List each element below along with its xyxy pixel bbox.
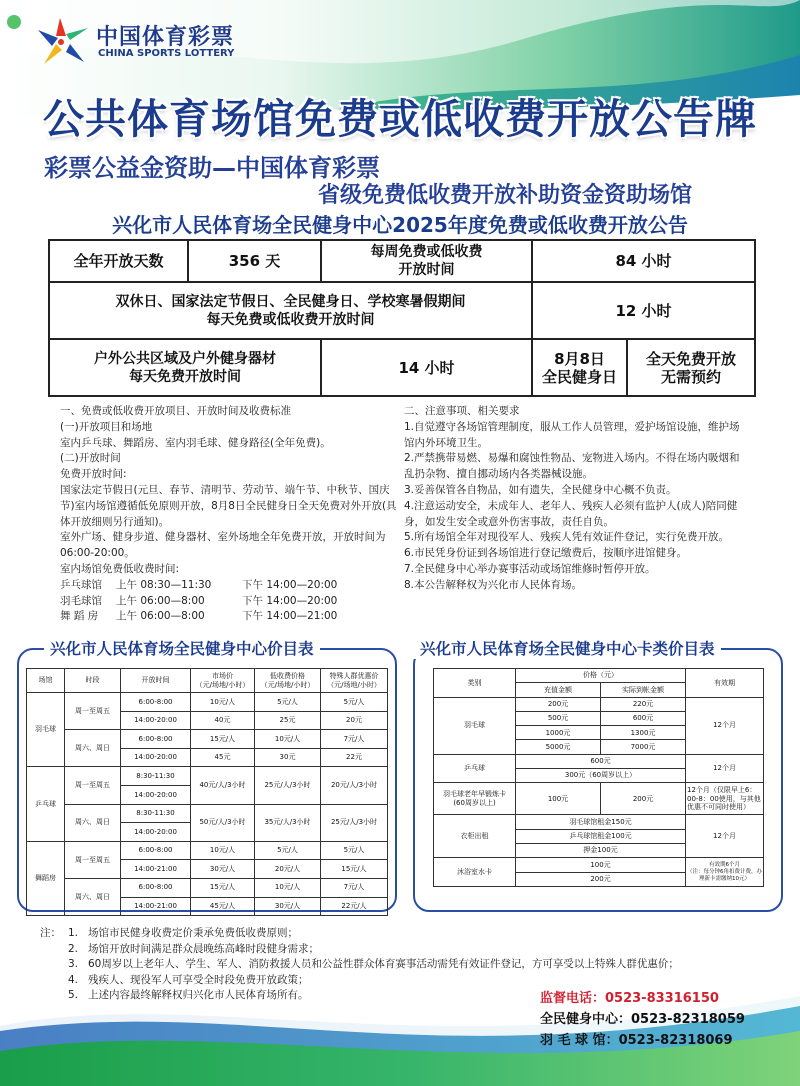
rules-paragraph: 2.严禁携带易燃、易爆和腐蚀性物品、宠物进入场内。不得在场内吸烟和乱扔杂物、擅自挪动场内各类器械设施。 bbox=[404, 452, 740, 481]
table-row: 500元 600元 bbox=[434, 711, 764, 725]
table-header-row bbox=[27, 669, 388, 693]
column-header: 特殊人群优惠价 （元/场地/小时） bbox=[321, 669, 388, 693]
period-cell: 周一至周五 bbox=[65, 767, 121, 804]
table-row: 1000元 1300元 bbox=[434, 726, 764, 740]
card-type-cell: 沐浴室水卡 bbox=[434, 858, 516, 887]
venue-price-table bbox=[26, 668, 388, 916]
rules-paragraph: 5.所有场馆全年对现役军人、残疾人凭有效证件登记，实行免费开放。 bbox=[404, 531, 730, 544]
column-header: 场馆 bbox=[27, 669, 65, 693]
table-row: 羽毛球 200元 220元 12个月 bbox=[434, 697, 764, 711]
notice-title: 兴化市人民体育场全民健身中心2025年度免费或低收费开放公告 bbox=[112, 213, 688, 237]
table-row: 乒乓球馆租金100元 bbox=[434, 829, 764, 843]
column-header: 充值金额 bbox=[516, 683, 601, 697]
table-row: 14:00-21:00 30元/人 20元/人 15元/人 bbox=[27, 860, 388, 879]
table-row: 300元（60周岁以上） bbox=[434, 769, 764, 783]
rules-paragraph: 二、注意事项、相关要求 bbox=[404, 405, 520, 417]
venue-cell: 舞蹈房 bbox=[27, 841, 65, 915]
column-header: 价格（元） bbox=[516, 669, 686, 683]
rules-paragraph: 7.全民健身中心举办赛事活动或场馆维修时暂停开放。 bbox=[404, 562, 656, 575]
fitness-center-phone: 全民健身中心：0523-82318059 bbox=[540, 1012, 745, 1027]
rules-paragraph: 8.本公告解释权为兴化市人民体育场。 bbox=[404, 578, 583, 591]
table-row: 羽毛球老年早锻炼卡 (60周岁以上) 100元 200元 12个月（仅限早上6：00-8：00使用，与其他优惠不可同时使用） bbox=[434, 783, 764, 815]
logo-english-text: CHINA SPORTS LOTTERY bbox=[98, 48, 235, 59]
rules-paragraph: 1.自觉遵守各场馆管理制度，服从工作人员管理，爱护场馆设施，维护场馆内外环境卫生。 bbox=[404, 420, 740, 449]
table-row: 14:00-20:00 45元 30元 22元 bbox=[27, 748, 388, 767]
outdoor-hours-value: 14 小时 bbox=[321, 339, 532, 396]
rules-paragraph: 免费开放时间: bbox=[60, 468, 127, 481]
weekly-hours-label: 每周免费或低收费 开放时间 bbox=[321, 240, 532, 282]
venue-time-row: 羽毛球馆 上午 06:00—8:00 下午 14:00—20:00 bbox=[60, 594, 338, 607]
card-price-table bbox=[433, 668, 764, 887]
page-title: 公共体育场馆免费或低收费开放公告牌 bbox=[43, 95, 757, 143]
rules-paragraph: (二)开放时间 bbox=[60, 452, 121, 465]
rules-paragraph: 一、免费或低收费开放项目、开放时间及收费标准 bbox=[60, 405, 291, 417]
table-row: 14:00-20:00 bbox=[27, 785, 388, 804]
table-header-row bbox=[434, 669, 764, 683]
fitness-day-label: 8月8日 全民健身日 bbox=[532, 339, 627, 396]
card-type-cell: 羽毛球老年早锻炼卡 (60周岁以上) bbox=[434, 783, 516, 815]
annual-days-value: 356 天 bbox=[188, 240, 321, 282]
table-row: 押金100元 bbox=[434, 843, 764, 857]
column-header: 有效期 bbox=[686, 669, 764, 698]
rules-paragraph: 室内乒乓球、舞蹈房、室内羽毛球、健身路径(全年免费)。 bbox=[60, 436, 331, 449]
annual-days-label: 全年开放天数 bbox=[49, 240, 188, 282]
venue-cell: 羽毛球 bbox=[27, 693, 65, 767]
card-type-cell: 衣柜出租 bbox=[434, 815, 516, 858]
holiday-hours-value: 12 小时 bbox=[532, 282, 755, 339]
note-item: 3. 60周岁以上老年人、学生、军人、消防救援人员和公益性群众体育赛事活动需凭有效证件登记，方可享受以上特殊人群优惠价； bbox=[68, 958, 679, 971]
table-row: 14:00-20:00 bbox=[27, 823, 388, 842]
outdoor-hours-label: 户外公共区域及户外健身器材 每天免费开放时间 bbox=[49, 339, 321, 396]
venue-cell: 乒乓球 bbox=[27, 767, 65, 841]
table-row: 14:00-20:00 40元 25元 20元 bbox=[27, 711, 388, 730]
column-header: 类别 bbox=[434, 669, 516, 698]
table-row: 5000元 7000元 bbox=[434, 740, 764, 754]
column-header: 市场价 （元/场地/小时） bbox=[191, 669, 255, 693]
venue-time-row: 舞 蹈 房 上午 06:00—8:00 下午 14:00—21:00 bbox=[60, 610, 338, 623]
table-row: 周六、周日 8:30-11:30 50元/人/3小时 35元/人/3小时 25元/人/3小时 bbox=[27, 804, 388, 823]
venue-time-row: 乒乓球馆 上午 08:30—11:30 下午 14:00—20:00 bbox=[60, 578, 338, 591]
note-item: 4. 残疾人、现役军人可享受全时段免费开放政策； bbox=[68, 973, 309, 986]
rules-paragraph: 室内场馆免费低收费时间: bbox=[60, 562, 180, 575]
table-row: 周六、周日 6:00-8:00 15元/人 10元/人 7元/人 bbox=[27, 878, 388, 897]
table-row: 周六、周日 6:00-8:00 15元/人 10元/人 7元/人 bbox=[27, 730, 388, 749]
rules-paragraph: 6.市民凭身份证到各场馆进行登记缴费后，按顺序进馆健身。 bbox=[404, 547, 688, 560]
notes-label: 注： bbox=[40, 927, 61, 939]
note-item: 5. 上述内容最终解释权归兴化市人民体育场所有。 bbox=[68, 989, 309, 1002]
rules-paragraph: (一)开放项目和场地 bbox=[60, 420, 153, 433]
column-header: 开放时间 bbox=[121, 669, 191, 693]
table-row: 14:00-21:00 45元/人 30元/人 22元/人 bbox=[27, 897, 388, 916]
note-item: 2. 场馆开放时间满足群众晨晚练高峰时段健身需求； bbox=[68, 942, 319, 955]
card-price-title: 兴化市人民体育场全民健身中心卡类价目表 bbox=[414, 637, 721, 659]
fitness-day-value: 全天免费开放 无需预约 bbox=[627, 339, 755, 396]
weekly-hours-value: 84 小时 bbox=[532, 240, 755, 282]
venue-price-title: 兴化市人民体育场全民健身中心价目表 bbox=[44, 637, 320, 659]
table-row: 羽毛球 周一至周五 6:00-8:00 10元/人 5元/人 5元/人 bbox=[27, 693, 388, 712]
column-header: 实际到帐金额 bbox=[601, 683, 686, 697]
card-type-cell: 羽毛球 bbox=[434, 697, 516, 754]
subtitle-subsidy: 省级免费低收费开放补助资金资助场馆 bbox=[318, 183, 693, 208]
opening-summary-table bbox=[48, 239, 756, 397]
lottery-logo bbox=[30, 14, 270, 70]
table-row: 乒乓球 周一至周五 8:30-11:30 40元/人/3小时 25元/人/3小时 20元/人/3小时 bbox=[27, 767, 388, 786]
table-row: 沐浴室水卡 100元 有效期6个月 （注：每分钟6角扣费计费，办理新卡需缴纳10元） bbox=[434, 858, 764, 872]
table-row: 舞蹈房 周一至周五 6:00-8:00 10元/人 5元/人 5元/人 bbox=[27, 841, 388, 860]
column-header: 时段 bbox=[65, 669, 121, 693]
table-row: 衣柜出租 羽毛球馆租金150元 12个月 bbox=[434, 815, 764, 829]
rules-paragraph: 3.妥善保管各自物品，如有遗失，全民健身中心概不负责。 bbox=[404, 483, 677, 496]
rules-paragraph: 室外广场、健身步道、健身器材、室外场地全年免费开放，开放时间为06:00-20:00。 bbox=[60, 531, 386, 560]
note-item: 注： 1. 场馆市民健身收费定价秉承免费低收费原则； bbox=[40, 926, 760, 942]
period-cell: 周一至周五 bbox=[65, 693, 121, 730]
supervision-hotline: 监督电话：0523-83316150 bbox=[540, 991, 719, 1006]
rules-right-column bbox=[404, 404, 744, 594]
logo-chinese-text: 中国体育彩票 bbox=[96, 25, 235, 50]
period-cell: 周六、周日 bbox=[65, 804, 121, 841]
lottery-star-logo-icon bbox=[30, 14, 94, 70]
period-cell: 周六、周日 bbox=[65, 730, 121, 767]
period-cell: 周一至周五 bbox=[65, 841, 121, 878]
contact-info bbox=[540, 988, 780, 1051]
rules-paragraph: 国家法定节假日(元旦、春节、清明节、劳动节、端午节、中秋节、国庆节)室内场馆遵循低免原则开放，8月8日全民健身日全天免费对外开放(具体开放细则另行通知)。 bbox=[60, 483, 397, 528]
column-header: 低收费价格 （元/场地/小时） bbox=[255, 669, 321, 693]
holiday-hours-label: 双休日、国家法定节假日、全民健身日、学校寒暑假期间 每天免费或低收费开放时间 bbox=[49, 282, 532, 339]
table-row: 乒乓球 600元 12个月 bbox=[434, 754, 764, 768]
badminton-hall-phone: 羽 毛 球 馆：0523-82318069 bbox=[540, 1033, 733, 1048]
rules-paragraph: 4.注意运动安全，未成年人、老年人、残疾人必须有监护人(成人)陪同健身，如发生安全或意外伤害事故，责任自负。 bbox=[404, 499, 738, 528]
rules-left-column bbox=[60, 404, 398, 625]
subtitle-funding: 彩票公益金资助—中国体育彩票 bbox=[44, 154, 380, 182]
card-type-cell: 乒乓球 bbox=[434, 754, 516, 783]
period-cell: 周六、周日 bbox=[65, 878, 121, 915]
table-row: 200元 bbox=[434, 872, 764, 886]
